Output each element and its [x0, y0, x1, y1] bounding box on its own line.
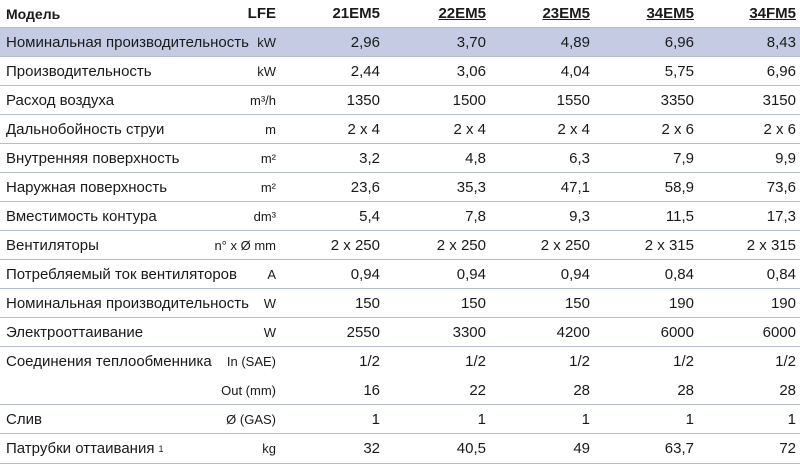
row-value: 3150: [762, 91, 796, 109]
row-value: 1/2: [775, 353, 796, 370]
row-label-text: Вентиляторы: [6, 236, 99, 254]
row-unit: In (SAE): [226, 354, 276, 369]
table-row: [0, 289, 800, 318]
row-value: 3,06: [456, 62, 486, 80]
row-value: 190: [668, 294, 694, 312]
row-value: 1/2: [465, 353, 486, 370]
row-value: 6000: [762, 323, 796, 341]
row-unit: m²: [260, 150, 276, 166]
row-value: 2 x 250: [540, 236, 590, 254]
row-value: 1550: [556, 91, 590, 109]
row-value: 3350: [660, 91, 694, 109]
row-value: 47,1: [560, 178, 590, 196]
header-lfe: LFE: [247, 5, 276, 22]
row-value: 3,2: [359, 149, 380, 167]
row-value: 4,04: [560, 62, 590, 80]
row-value: 0,94: [350, 265, 380, 283]
row-value: 1500: [452, 91, 486, 109]
row-value: 7,8: [465, 207, 486, 225]
row-label-text: Наружная поверхность: [6, 178, 168, 196]
table-row: [0, 115, 800, 144]
row-value: 190: [770, 294, 796, 312]
row-value: 1/2: [569, 353, 590, 370]
row-value: 2 x 4: [453, 120, 486, 138]
row-value: 1: [371, 410, 380, 428]
table-row: [0, 144, 800, 173]
row-value: 2,96: [350, 33, 380, 51]
row-value: 72: [779, 440, 796, 457]
row-value: 1: [787, 410, 796, 428]
row-unit: A: [267, 266, 276, 282]
table-row: [0, 260, 800, 289]
table-row: [0, 86, 800, 115]
row-value: 0,94: [456, 265, 486, 283]
table-row: [0, 231, 800, 260]
row-value: 1350: [346, 91, 380, 109]
row-value: 150: [564, 294, 590, 312]
row-value: 11,5: [665, 207, 694, 225]
row-value: 9,9: [775, 149, 796, 167]
row-value: 6,96: [766, 62, 796, 80]
row-value: 17,3: [766, 207, 796, 225]
header-model-3: 23EM5: [542, 5, 590, 22]
row-unit: m: [265, 121, 276, 137]
row-unit: kW: [257, 34, 276, 50]
row-value: 35,3: [456, 178, 486, 196]
row-value: 16: [363, 381, 380, 399]
header-model-5: 34FM5: [749, 5, 796, 22]
row-unit: m³/h: [250, 92, 276, 108]
row-value: 4200: [556, 323, 590, 341]
row-label-text: Патрубки оттаивания: [6, 440, 155, 457]
row-value: 28: [573, 381, 590, 399]
row-value: 150: [354, 294, 380, 312]
row-value: 1: [477, 410, 486, 428]
row-value: 5,75: [664, 62, 694, 80]
row-unit: kg: [262, 441, 276, 456]
row-value: 2 x 250: [436, 236, 486, 254]
row-unit: Out (mm): [221, 382, 276, 398]
row-label-text: Номинальная производительность: [6, 294, 249, 312]
table-row: [0, 28, 800, 57]
row-value: 1: [581, 410, 590, 428]
row-unit: m²: [260, 179, 276, 195]
header-model-1: 21EM5: [332, 5, 380, 22]
table-row: [0, 376, 800, 405]
row-value: 2 x 6: [763, 120, 796, 138]
row-value: 0,84: [664, 265, 694, 283]
row-value: 1/2: [673, 353, 694, 370]
header-model-4: 34EM5: [646, 5, 694, 22]
row-value: 2 x 4: [557, 120, 590, 138]
row-value: 6,96: [664, 33, 694, 51]
row-value: 2,44: [350, 62, 380, 80]
row-value: 2 x 315: [644, 236, 694, 254]
table-row: [0, 434, 800, 464]
header-model-2: 22EM5: [438, 5, 486, 22]
table-row: [0, 57, 800, 86]
row-label-text: Производительность: [6, 62, 152, 80]
row-value: 28: [677, 381, 694, 399]
row-unit: Ø (GAS): [226, 411, 276, 427]
row-label-text: Расход воздуха: [6, 91, 115, 109]
row-value: 5,4: [359, 207, 380, 225]
row-value: 2550: [346, 323, 380, 341]
table-row: [0, 202, 800, 231]
row-label-text: Слив: [6, 410, 42, 428]
row-value: 63,7: [664, 440, 694, 457]
row-value: 6000: [660, 323, 694, 341]
row-value: 150: [460, 294, 486, 312]
row-value: 2 x 250: [330, 236, 380, 254]
row-value: 8,43: [766, 33, 796, 51]
row-value: 2 x 315: [746, 236, 796, 254]
table-row: [0, 347, 800, 376]
row-value: 9,3: [569, 207, 590, 225]
row-value: 32: [363, 440, 380, 457]
row-value: 6,3: [569, 149, 590, 167]
row-unit: n° x Ø mm: [214, 237, 276, 253]
row-value: 73,6: [766, 178, 796, 196]
table-header-row: [0, 0, 800, 28]
row-unit: W: [263, 324, 276, 340]
row-value: 4,89: [560, 33, 590, 51]
row-value: 49: [573, 440, 590, 457]
row-value: 0,84: [766, 265, 796, 283]
row-value: 7,9: [673, 149, 694, 167]
row-unit: W: [263, 295, 276, 311]
row-label-text: Дальнобойность струи: [6, 120, 165, 138]
row-value: 3,70: [456, 33, 486, 51]
row-value: 4,8: [465, 149, 486, 167]
row-unit: kW: [257, 63, 276, 79]
row-label-text: Соединения теплообменника: [6, 353, 212, 370]
row-value: 22: [469, 381, 486, 399]
row-label-text: Вместимость контура: [6, 207, 157, 225]
row-value: 40,5: [456, 440, 486, 457]
row-value: 2 x 6: [661, 120, 694, 138]
row-value: 1/2: [359, 353, 380, 370]
row-label-text: Внутренняя поверхность: [6, 149, 180, 167]
row-value: 0,94: [560, 265, 590, 283]
header-model: Модель: [6, 5, 61, 22]
footnote-marker: 1: [158, 443, 164, 454]
row-value: 3300: [452, 323, 486, 341]
row-label-text: Номинальная производительность: [6, 33, 249, 51]
table-row: [0, 318, 800, 347]
row-value: 2 x 4: [347, 120, 380, 138]
table-row: [0, 173, 800, 202]
row-value: 23,6: [350, 178, 380, 196]
row-value: 1: [685, 410, 694, 428]
row-value: 28: [779, 381, 796, 399]
row-label-text: Потребляемый ток вентиляторов: [6, 265, 237, 283]
row-unit: dm³: [253, 208, 276, 224]
row-value: 58,9: [664, 178, 694, 196]
row-label-text: Электрооттаивание: [6, 323, 144, 341]
table-row: [0, 405, 800, 434]
